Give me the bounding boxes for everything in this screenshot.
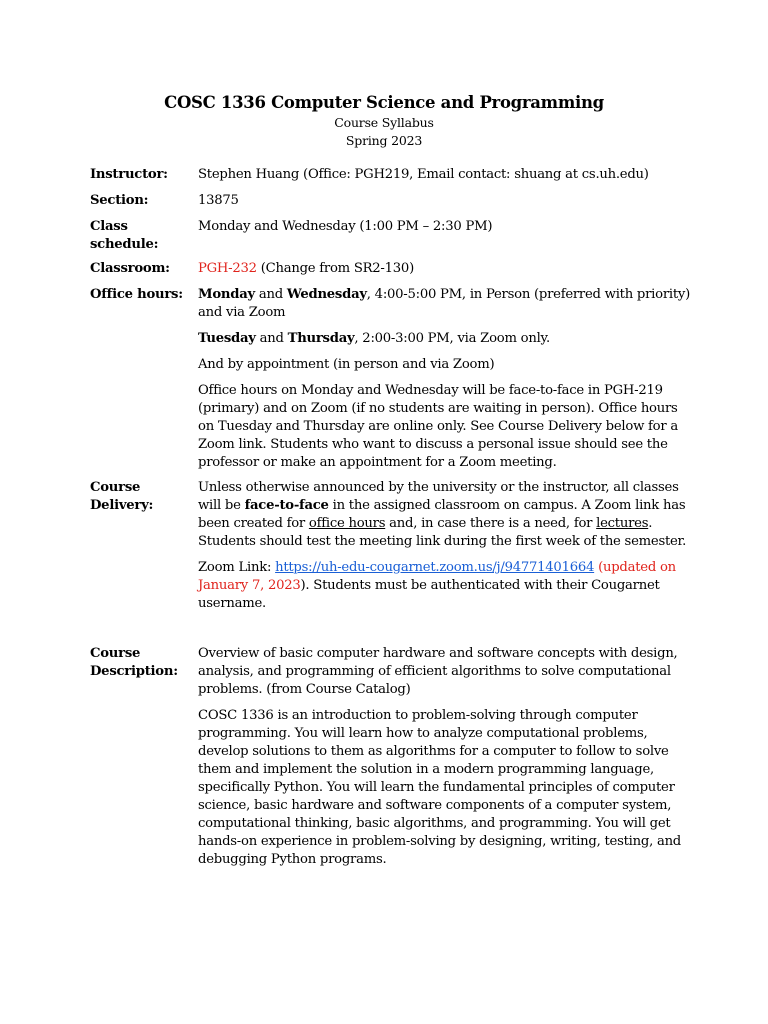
course-delivery-text bbox=[198, 479, 690, 551]
document-header bbox=[0, 92, 768, 150]
section-label: Section: bbox=[90, 193, 149, 208]
delivery-text-c: and, in case there is a need, for bbox=[385, 516, 597, 531]
term: Spring 2023 bbox=[345, 133, 423, 148]
zoom-link-paragraph bbox=[198, 559, 690, 613]
schedule-row bbox=[90, 218, 690, 260]
office-hours-day-thursday: Thursday bbox=[287, 331, 355, 346]
office-hours-tt-text: , 2:00-3:00 PM, via Zoom only. bbox=[354, 331, 550, 346]
course-description-detail: COSC 1336 is an introduction to problem-solving through computer programming. You will learn how to analyze computational problems, develop solutions to them as algorithms for a computer to follow to solve them and implement the solution in a modern programming language, specifically Python. You will learn the fundamental principles of computer science, basic hardware and software components of a computer system, computational thinking, basic algorithms, and programming. You will get hands-on experience in problem-solving by designing, writing, testing, and debugging Python programs. bbox=[198, 708, 681, 867]
instructor-value: Stephen Huang (Office: PGH219, Email contact: shuang at cs.uh.edu) bbox=[198, 167, 649, 182]
section-row bbox=[90, 192, 690, 218]
office-hours-details: Office hours on Monday and Wednesday will be face-to-face in PGH-219 (primary) and on Zoom (if no students are waiting in person). Office hours on Tuesday and Thursday are online only. See Course Delivery below for a Zoom link. Students who want to discuss a personal issue should see the professor or make an appointment for a Zoom meeting. bbox=[198, 383, 678, 470]
schedule-value: Monday and Wednesday (1:00 PM – 2:30 PM) bbox=[198, 219, 493, 234]
office-hours-day-wednesday: Wednesday bbox=[286, 287, 367, 302]
course-delivery-row bbox=[90, 479, 690, 645]
office-hours-day-monday: Monday bbox=[198, 287, 255, 302]
office-hours-and: and bbox=[254, 287, 287, 302]
course-description-label: Course Description: bbox=[90, 646, 178, 679]
syllabus-info-table bbox=[90, 166, 690, 877]
section-value: 13875 bbox=[198, 193, 239, 208]
office-hours-value bbox=[198, 286, 690, 479]
zoom-link-updated: (updated on January 7, 2023 bbox=[198, 560, 676, 593]
course-description-value bbox=[198, 645, 690, 877]
course-title: COSC 1336 Computer Science and Programming bbox=[164, 93, 604, 112]
classroom-row bbox=[90, 260, 690, 286]
zoom-link[interactable]: https://uh-edu-cougarnet.zoom.us/j/94771401664 bbox=[275, 560, 595, 575]
course-description-catalog: Overview of basic computer hardware and software concepts with design, analysis, and programming of efficient algorithms to solve computational problems. (from Course Catalog) bbox=[198, 646, 678, 697]
office-hours-tt bbox=[198, 330, 690, 348]
classroom-value bbox=[198, 260, 690, 286]
office-hours-appointment: And by appointment (in person and via Zoom) bbox=[198, 357, 495, 372]
classroom-label: Classroom: bbox=[90, 261, 170, 276]
document-subtitle: Course Syllabus bbox=[334, 115, 434, 130]
zoom-link-note: ). Students must be authenticated with their Cougarnet username. bbox=[198, 578, 660, 611]
classroom-room: PGH-232 bbox=[198, 261, 257, 276]
course-description-row bbox=[90, 645, 690, 877]
classroom-note: (Change from SR2-130) bbox=[256, 261, 414, 276]
delivery-lectures: lectures bbox=[596, 516, 649, 531]
office-hours-and-2: and bbox=[255, 331, 288, 346]
instructor-row bbox=[90, 166, 690, 192]
office-hours-row bbox=[90, 286, 690, 479]
office-hours-label: Office hours: bbox=[90, 287, 183, 302]
delivery-text-b: in the assigned classroom on campus. A Zoom link has been created for bbox=[198, 498, 686, 531]
delivery-text-d: . Students should test the meeting link during the first week of the semester. bbox=[198, 516, 687, 549]
office-hours-mw bbox=[198, 286, 690, 322]
zoom-link-label: Zoom Link: bbox=[198, 560, 276, 575]
instructor-label: Instructor: bbox=[90, 167, 168, 182]
delivery-office-hours: office hours bbox=[308, 516, 386, 531]
schedule-label: Class schedule: bbox=[90, 219, 159, 252]
delivery-face-to-face: face-to-face bbox=[244, 498, 329, 513]
office-hours-day-tuesday: Tuesday bbox=[198, 331, 256, 346]
course-delivery-label: Course Delivery: bbox=[90, 480, 154, 513]
delivery-text-a: Unless otherwise announced by the university or the instructor, all classes will be bbox=[198, 480, 679, 513]
office-hours-mw-text: , 4:00-5:00 PM, in Person (preferred with priority) and via Zoom bbox=[198, 287, 690, 320]
course-delivery-value bbox=[198, 479, 690, 645]
